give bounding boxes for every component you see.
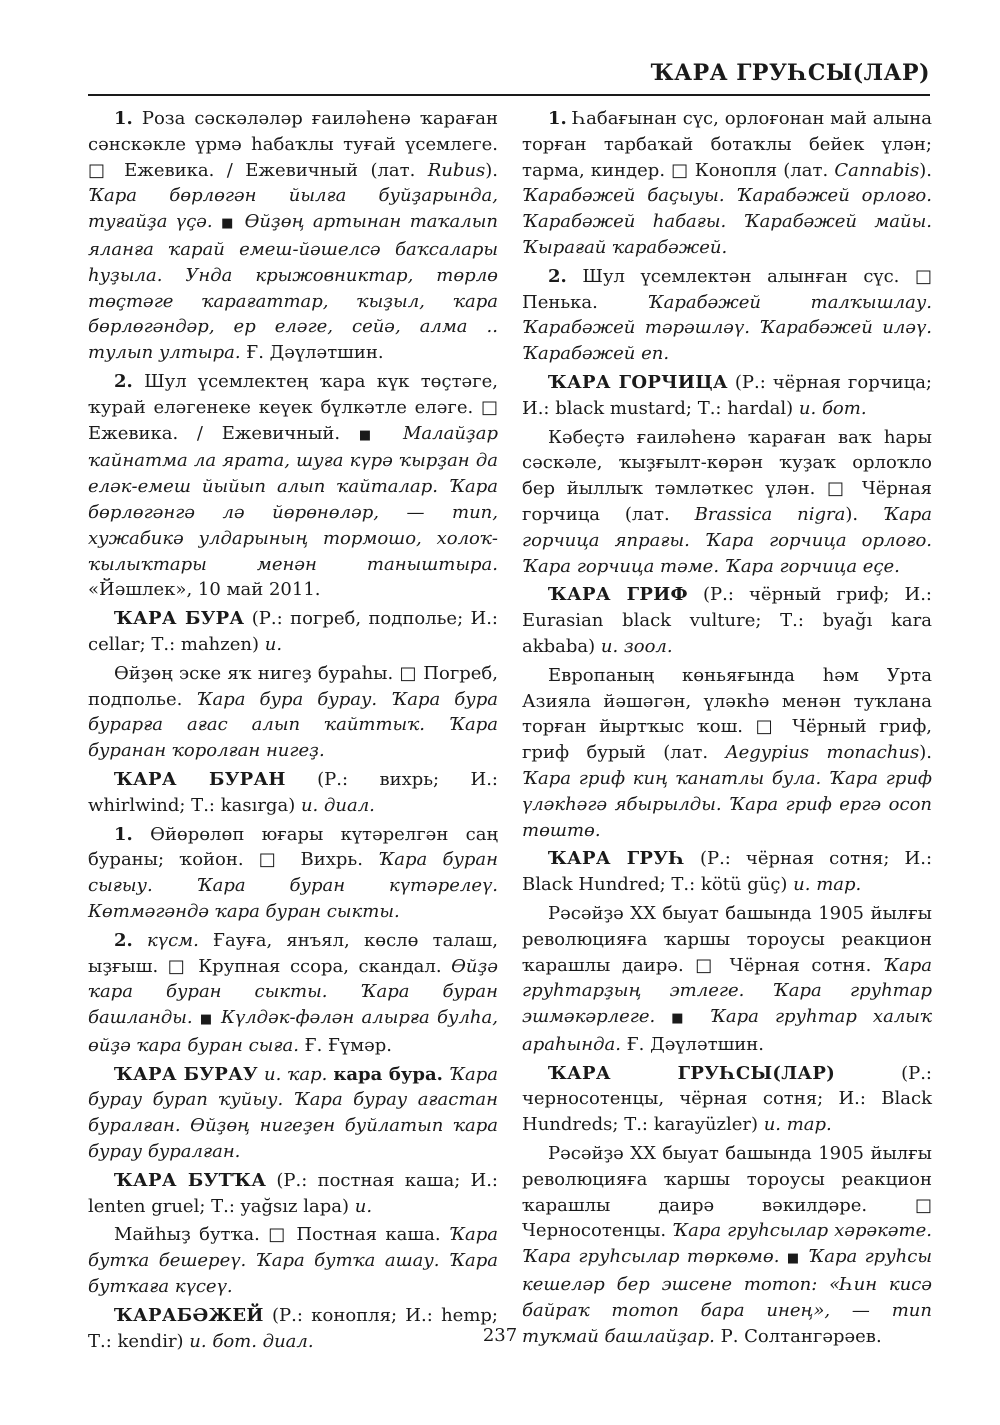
entry-sense: 2. Шул үсемлектән алынған сүс. □ Пенька. Ҡарабәжей талҡышлау. Ҡарабәжей тәрәшләү. Ҡарабәжей иләү. Ҡарабәжей еп.	[522, 265, 932, 365]
dictionary-entry: ҠАРАБӘЖЕЙ (Р.: конопля; И.: hemp; Т.: kendir) и. бот. диал.	[88, 1304, 498, 1352]
headword: ҠАРА БУТҠА	[114, 1169, 267, 1191]
headword: ҠАРА ГРУҺ	[548, 848, 685, 870]
running-head: ҠАРА ГРУҺСЫ(ЛАР)	[650, 60, 930, 86]
entry-sense: 2. күсм. Ғауға, янъял, көслө талаш, ыҙғыш. □ Крупная ссора, скандал. Өйҙә ҡара буран сыкты. Ҡара буран башланды. ■ Күлдәк-фәлән алырға булһа, өйҙә ҡара буран сыға. Ғ. Ғүмәр.	[88, 929, 498, 1056]
headword: ҠАРА БУРАУ	[114, 1063, 258, 1085]
headword: ҠАРА БУРАН	[114, 768, 286, 790]
dictionary-entry: ҠАРА ГРИФ (Р.: чёрный гриф; И.: Eurasian black vulture; Т.: byağı kara akbaba) и. зоол.	[522, 584, 933, 657]
headword: ҠАРАБӘЖЕЙ	[114, 1304, 264, 1326]
left-column	[88, 106, 498, 1357]
entry-definition: Өйҙөң эске яҡ нигеҙ бураһы. □ Погреб, подполье. Ҡара бура бурау. Ҡара бура бурарға ағас алып ҡайттыҡ. Ҡара буранан ҡоролған нигеҙ.	[88, 662, 498, 762]
page-number: 237	[482, 1325, 518, 1346]
dictionary-entry: ҠАРА ГОРЧИЦА (Р.: чёрная горчица; И.: black mustard; Т.: hardal) и. бот.	[522, 371, 932, 419]
headword: ҠАРА ГРИФ	[548, 584, 688, 606]
entry-sense: 2. Шул үсемлектең ҡара күк төҫтәге, ҡурай еләгенеке кеүек бүлкәтле еләге. □ Ежевика. / Ежевичный. ■ Малайҙар ҡайнатма ла ярата, шуға күрә ҡырҙан да еләк-емеш йыйып алып ҡайталар. Ҡара бөрлөгәнгә лә йөрөнөләр, — тип, хужабикә улдарының тормошо, холоҡ-ҡылыҡтары менән таныштыра. «Йәшлек», 10 май 2011.	[88, 370, 498, 601]
entry-definition: Европаның көньяғында һәм Урта Азияла йәшәгән, үләкһә менән туҡлана торған йыртҡыс ҡош. □ Чёрный гриф, гриф бурый (лат. Aegypius monachus). Ҡара гриф киң ҡанатлы була. Ҡара гриф үләкһәгә ябырылды. Ҡара гриф ергә осоп төштө.	[522, 664, 932, 841]
entry-definition: Кәбеҫтә ғаиләһенә ҡараған ваҡ һары сәскәле, ҡыҙғылт-көрән ҡуҙаҡ орлоҡло бер йыллыҡ тәмләткес үлән. □ Чёрная горчица (лат. Brassica nigra). Ҡара горчица япрағы. Ҡара горчица орлоғо. Ҡара горчица тәме. Ҡара горчица еҫе.	[522, 426, 932, 577]
right-column	[522, 106, 932, 1352]
headword: ҠАРА БУРА	[114, 608, 245, 630]
entry-sense: 1. Өйөрөлөп юғары күтәрелгән саң бураны; ҡойон. □ Вихрь. Ҡара буран сығыу. Ҡара буран күтәрелеү. Көтмәгәндә ҡара буран сыкты.	[88, 823, 498, 922]
dictionary-entry: ҠАРА БУТҠА (Р.: постная каша; И.: lenten gruel; Т.: yağsız lapa) и.	[88, 1169, 498, 1217]
entry-definition: Рәсәйҙә XX быуат башында 1905 йылғы революцияға ҡаршы тороусы реакцион ҡарашлы даирә. □ Чёрная сотня. Ҡара груһтарҙың этлеге. Ҡара груһтар эшмәкәрлеге. ■ Ҡара груһтар халыҡ араһында. Ғ. Дәүләтшин.	[522, 902, 932, 1055]
entry-sense: 1. Роза сәскәләләр ғаиләһенә ҡараған сәнскәкле үрмә һабаҡлы туғай үсемлеге. □ Ежевика. / Ежевичный (лат. Rubus). Ҡара бөрлөгән йылға буйҙарында, туғайҙа үҫә. ■ Өйҙөң артынан таҡалып яланға ҡарай емеш-йәшелсә баҡсалары һуҙыла. Унда крыжовниктар, төрлө төҫтәге ҡарағаттар, ҡыҙыл, ҡара бөрлөгәндәр, ер еләге, сейә, алма .. тулып ултыра. Ғ. Дәүләтшин.	[88, 108, 498, 364]
entry-sense: 1. Һабағынан сүс, орлоғонан май алына торған тарбаҡай ботаҡлы бейек үлән; тарма, киндер. □ Конопля (лат. Cannabis). Ҡарабәжей баҫыуы. Ҡарабәжей орлоғо. Ҡарабәжей һабағы. Ҡарабәжей майы. Ҡырағай ҡарабәжей.	[522, 108, 932, 258]
dictionary-entry: ҠАРА БУРАУ и. ҡар. кара бура. Ҡара бурау бурап ҡуйыу. Ҡара бурау ағастан буралған. Өйҙөң нигеҙен буйлатып ҡара бурау буралған.	[88, 1063, 498, 1163]
headword: ҠАРА ГОРЧИЦА	[548, 371, 728, 393]
dictionary-entry: ҠАРА ГРУҺ (Р.: чёрная сотня; И.: Black Hundred; Т.: kötü güç) и. тар.	[522, 848, 933, 896]
entry-definition: Майһыҙ бутҡа. □ Постная каша. Ҡара бутҡа бешереү. Ҡара бутҡа ашау. Ҡара бутҡаға күсеү.	[88, 1224, 498, 1298]
dictionary-entry: ҠАРА ГРУҺСЫ(ЛАР) (Р.: черносотенцы, чёрная сотня; И.: Black Hundreds; Т.: karayüzler) и. тар.	[522, 1062, 932, 1136]
header-rule	[88, 94, 930, 96]
headword: ҠАРА ГРУҺСЫ(ЛАР)	[548, 1062, 836, 1084]
dictionary-entry: ҠАРА БУРА (Р.: погреб, подполье; И.: cellar; Т.: mahzen) и.	[88, 608, 498, 655]
entry-definition: Рәсәйҙә XX быуат башында 1905 йылғы революцияға ҡаршы тороусы реакцион ҡарашлы даирә вәкилдәре. □ Черносотенцы. Ҡара груһсылар хәрәкәте. Ҡара груһсылар төркөмө. ■ Ҡара груһсы кешеләр бер эшсене тотоп: «Һин кисә байраҡ тотоп бара инең», — тип туҡмай башлайҙар. Р. Солтангәрәев.	[522, 1143, 933, 1347]
dictionary-entry: ҠАРА БУРАН (Р.: вихрь; И.: whirlwind; Т.: kasırga) и. диал.	[88, 768, 498, 816]
